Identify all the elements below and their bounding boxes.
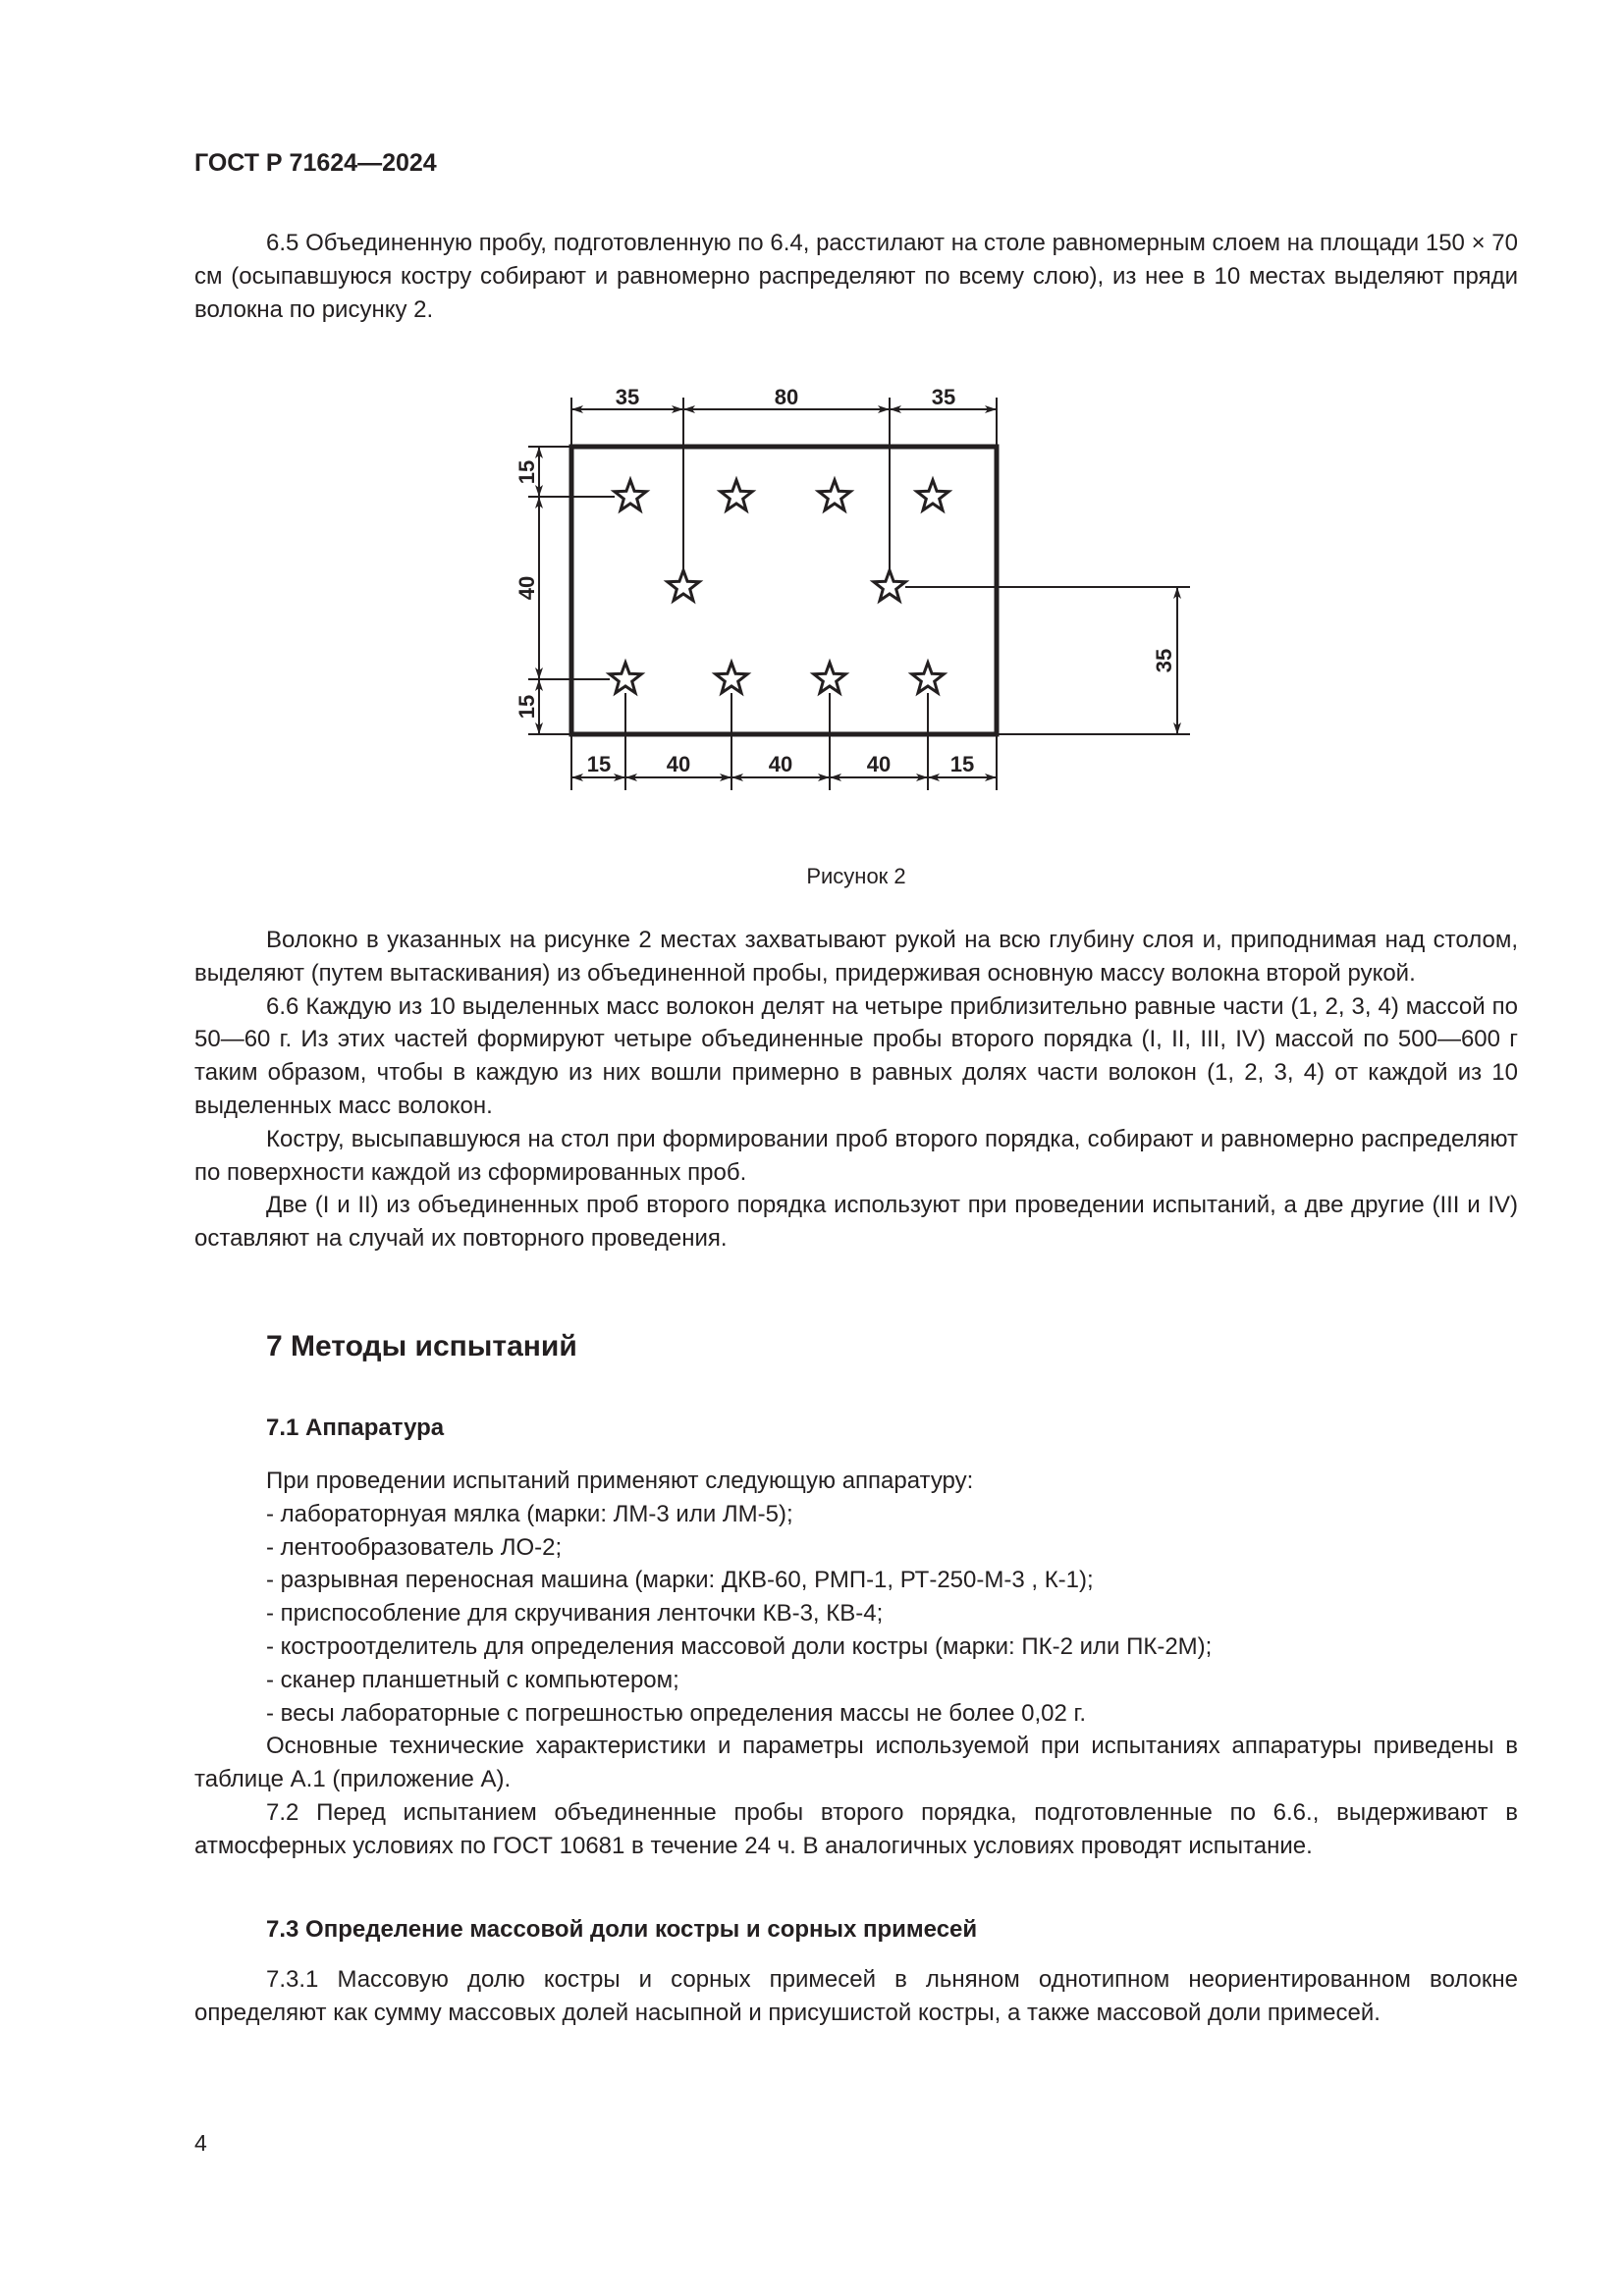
sample-point-star-icon [917, 480, 948, 510]
sample-point-star-icon [615, 480, 646, 510]
dim-top-1: 35 [615, 385, 640, 409]
equipment-item: - лентообразователь ЛО-2; [266, 1533, 563, 1561]
dim-bottom-1: 15 [586, 752, 612, 776]
paragraph-text: Волокно в указанных на рисунке 2 местах захватывают рукой на всю глубину слоя и, приподнимая над столом, выделяют (путем вытаскивания) из объединенной пробы, придерживая основную массу волокна второй рукой. [194, 927, 1518, 987]
subsection-7-1-heading: 7.1 Аппаратура [266, 1415, 445, 1441]
sample-point-star-icon [721, 480, 752, 510]
equipment-intro: При проведении испытаний применяют следующую аппаратуру: [266, 1468, 974, 1494]
paragraph-text: Костру, высыпавшуюся на стол при формировании проб второго порядка, собирают и равномерно распределяют по поверхности каждой из сформированных проб. [194, 1125, 1518, 1186]
equipment-item: - приспособление для скручивания ленточки КВ-3, КВ-4; [266, 1600, 884, 1628]
dim-top-2: 80 [774, 385, 799, 409]
dim-top-3: 35 [931, 385, 956, 409]
figure-caption: Рисунок 2 [806, 864, 906, 888]
section-7-1-body [194, 1465, 1518, 1863]
paragraph-text: Две (I и II) из объединенных проб второго порядка используют при проведении испытаний, а две другие (III и IV) оставляют на случай их повторного проведения. [194, 1192, 1518, 1253]
dim-left-1: 15 [514, 459, 539, 485]
figure-2-diagram [511, 363, 1198, 815]
document-header: ГОСТ Р 71624—2024 [194, 149, 437, 177]
dim-bottom-3: 40 [768, 752, 793, 776]
equipment-item: - сканер планшетный с компьютером; [266, 1666, 679, 1693]
dim-bottom-5: 15 [949, 752, 975, 776]
equipment-item: - весы лабораторные с погрешностью определения массы не более 0,02 г. [266, 1699, 1087, 1727]
page-number: 4 [194, 2130, 207, 2156]
sample-point-star-icon [874, 570, 905, 601]
dim-left-3: 15 [514, 694, 539, 720]
sample-point-star-icon [819, 480, 850, 510]
section-7-3-body [194, 1963, 1518, 2030]
equipment-item: - разрывная переносная машина (марки: ДКВ-60, РМП-1, РТ-250-М-3 , К-1); [266, 1567, 1094, 1594]
sample-point-star-icon [610, 663, 641, 693]
section-7-heading: 7 Методы испытаний [266, 1330, 577, 1362]
equipment-item: - костроотделитель для определения массовой доли костры (марки: ПК-2 или ПК-2М); [266, 1632, 1213, 1660]
dim-bottom-2: 40 [666, 752, 691, 776]
dim-left-2: 40 [514, 575, 539, 601]
equipment-item: - лабораторнуая мялка (марки: ЛМ-3 или ЛМ-5); [266, 1500, 793, 1527]
paragraph-6-6: 6.6 Каждую из 10 выделенных масс волокон делят на четыре приблизительно равные части (1, 2, 3, 4) массой по 50—60 г. Из этих частей формируют четыре объединенные пробы второго порядка (I, II, III, IV) массой по 500—600 г таким образом, чтобы в каждую из них вошли примерно в равных долях части волокон (1, 2, 3, 4) от каждой из 10 выделенных масс волокон. [194, 992, 1518, 1119]
sample-point-star-icon [668, 570, 699, 601]
paragraph-7-2: 7.2 Перед испытанием объединенные пробы второго порядка, подготовленные по 6.6., выдерживают в атмосферных условиях по ГОСТ 10681 в течение 24 ч. В аналогичных условиях проводят испытание. [194, 1798, 1518, 1859]
paragraph-6-5 [194, 227, 1518, 326]
sample-point-star-icon [912, 663, 944, 693]
section-6-paragraphs [194, 924, 1518, 1255]
dim-bottom-4: 40 [866, 752, 892, 776]
dim-right: 35 [1152, 648, 1176, 673]
sample-point-star-icon [814, 663, 845, 693]
sample-point-star-icon [716, 663, 747, 693]
specs-note: Основные технические характеристики и параметры используемой при испытаниях аппаратуры приведены в таблице А.1 (приложение А). [194, 1733, 1518, 1793]
paragraph-7-3-1: 7.3.1 Массовую долю костры и сорных примесей в льняном однотипном неориентированном волокне определяют как сумму массовых долей насыпной и присушистой костры, а также массовой доли примесей. [194, 1966, 1518, 2026]
subsection-7-3-heading: 7.3 Определение массовой доли костры и сорных примесей [266, 1916, 978, 1943]
paragraph-text: 6.5 Объединенную пробу, подготовленную по 6.4, расстилают на столе равномерным слоем на площади 150 × 70 см (осыпавшуюся костру собирают и равномерно распределяют по всему слою), из нее в 10 местах выделяют пряди волокна по рисунку 2. [194, 230, 1518, 323]
